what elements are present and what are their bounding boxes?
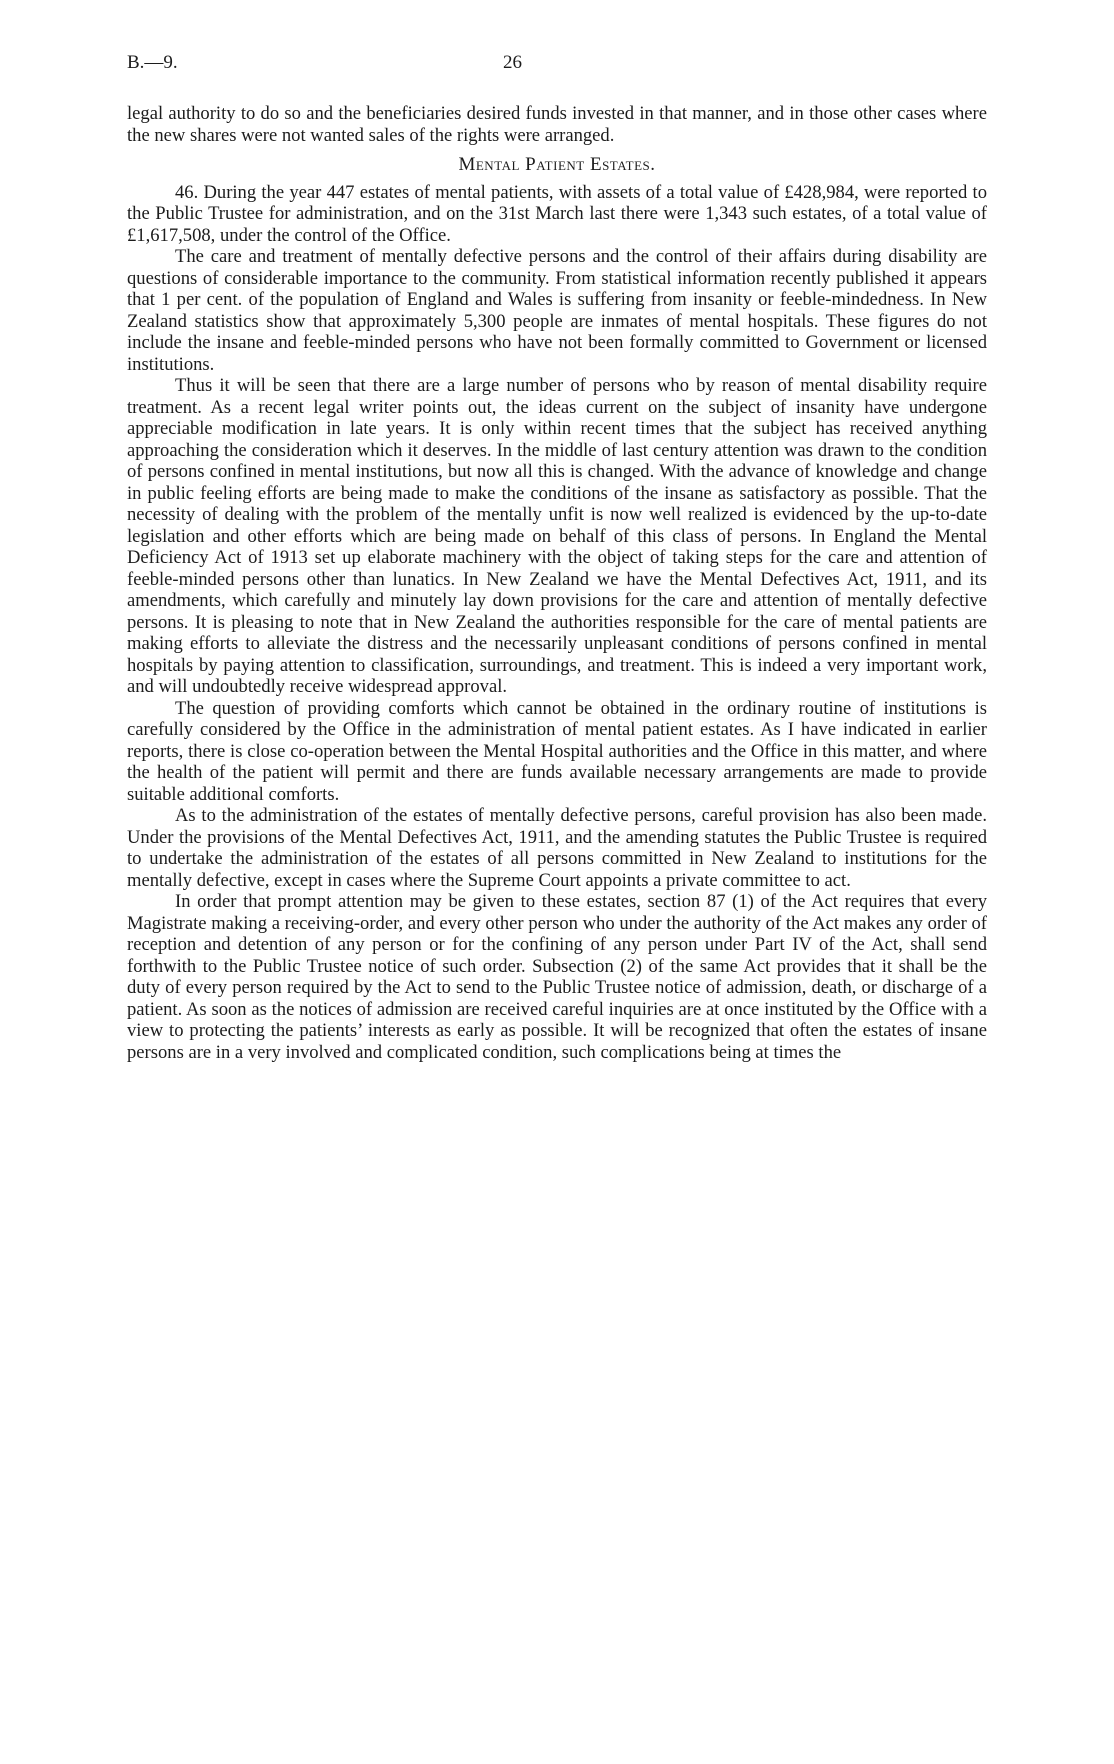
page-number: 26 [503,52,522,73]
page-header [127,52,987,78]
paragraph-administration: As to the administration of the estates of mentally defective persons, careful provision has also been made. Under the provisions of the Mental Defectives Act, 1911, and the amending statutes the Public Trustee is required to undertake the administration of the estates of all persons committed in New Zealand to institutions for the mentally defective, except in cases where the Supreme Court appoints a private committee to act. [127,805,987,891]
document-reference: B.—9. [127,52,178,73]
paragraph-46: 46. During the year 447 estates of mental patients, with assets of a total value of £428,984, were reported to the Public Trustee for administration, and on the 31st March last there were 1,343 such estates, of a total value of £1,617,508, under the control of the Office. [127,181,987,246]
document-body [127,103,987,1063]
paragraph-care-and-treatment: The care and treatment of mentally defective persons and the control of their affairs during disability are questions of considerable importance to the community. From statistical information recently published it appears that 1 per cent. of the population of England and Wales is suffering from insanity or feeble-mindedness. In New Zealand statistics show that approximately 5,300 people are inmates of mental hospitals. These figures do not include the insane and feeble-minded persons who have not been formally committed to Government or licensed institutions. [127,246,987,375]
paragraph-section-87: In order that prompt attention may be given to these estates, section 87 (1) of the Act requires that every Magistrate making a receiving-order, and every other person who under the authority of the Act makes any order of reception and detention of any person or for the confining of any person under Part IV of the Act, shall send forthwith to the Public Trustee notice of such order. Subsection (2) of the same Act provides that it shall be the duty of every person required by the Act to send to the Public Trustee notice of admission, death, or discharge of a patient. As soon as the notices of admission are received careful inquiries are at once instituted by the Office with a view to protecting the patients’ interests as early as possible. It will be recognized that often the estates of insane persons are in a very involved and complicated condition, such complications being at times the [127,891,987,1063]
section-heading: Mental Patient Estates. [458,154,656,175]
paragraph-mental-disability: Thus it will be seen that there are a large number of persons who by reason of mental disability require treatment. As a recent legal writer points out, the ideas current on the subject of insanity have undergone appreciable modification in late years. It is only within recent times that the subject has received anything approaching the consideration which it deserves. In the middle of last century attention was drawn to the condition of persons confined in mental institutions, but now all this is changed. With the advance of knowledge and change in public feeling efforts are being made to make the conditions of the insane as satisfactory as possible. That the necessity of dealing with the problem of the mentally unfit is now well realized is evidenced by the up-to-date legislation and other efforts which are being made on behalf of this class of persons. In England the Mental Deficiency Act of 1913 set up elaborate machinery with the object of taking steps for the care and attention of feeble-minded persons other than lunatics. In New Zealand we have the Mental Defectives Act, 1911, and its amendments, which carefully and minutely lay down provisions for the care and attention of mentally defective persons. It is pleasing to note that in New Zealand the authorities responsible for the care of mental patients are making efforts to alleviate the distress and the necessarily unpleasant conditions of persons confined in mental hospitals by paying attention to classification, surroundings, and treatment. This is indeed a very important work, and will undoubtedly receive widespread approval. [127,375,987,697]
continued-paragraph: legal authority to do so and the beneficiaries desired funds invested in that manner, and in those other cases where the new shares were not wanted sales of the rights were arranged. [127,103,987,146]
paragraph-comforts: The question of providing comforts which cannot be obtained in the ordinary routine of institutions is carefully considered by the Office in the administration of mental patient estates. As I have indicated in earlier reports, there is close co-operation between the Mental Hospital authorities and the Office in this matter, and where the health of the patient will permit and there are funds available necessary arrangements are made to provide suitable additional comforts. [127,697,987,805]
